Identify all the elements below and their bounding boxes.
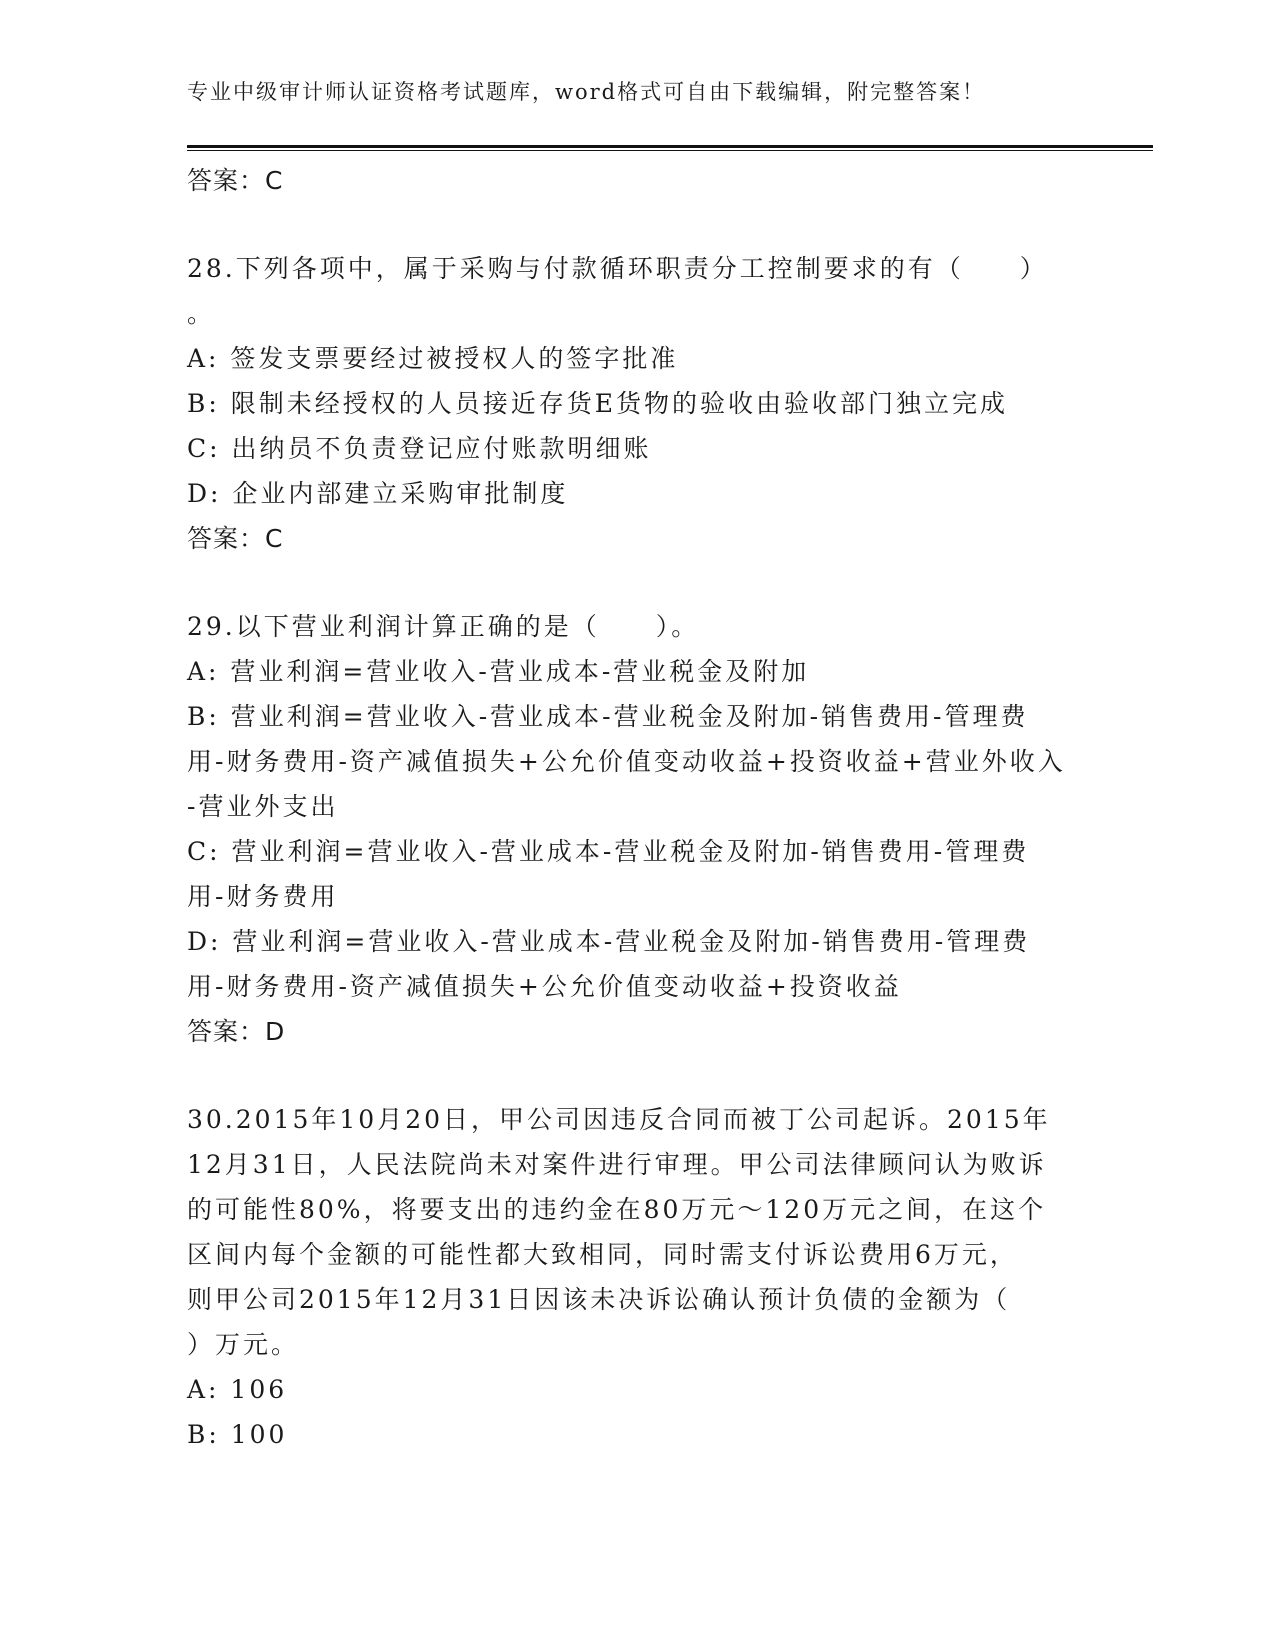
spacer	[187, 204, 1087, 246]
option-b-cont: 用-财务费用-资产减值损失+公允价值变动收益+投资收益+营业外收入	[187, 747, 1066, 776]
question-30	[187, 1097, 1087, 1457]
option-b: B: 100	[187, 1420, 288, 1449]
option-c: C: 营业利润=营业收入-营业成本-营业税金及附加-销售费用-管理费	[187, 837, 1030, 866]
answer-prev: 答案：C	[187, 166, 284, 195]
option-d: D: 营业利润=营业收入-营业成本-营业税金及附加-销售费用-管理费	[187, 927, 1031, 956]
question-stem-line: 30.2015年10月20日，甲公司因违反合同而被丁公司起诉。2015年	[187, 1105, 1051, 1134]
question-stem-line: 。	[187, 299, 216, 328]
question-stem-line: ）万元。	[187, 1330, 300, 1359]
option-b: B: 限制未经授权的人员接近存货E货物的验收由验收部门独立完成	[187, 389, 1008, 418]
option-b-cont: -营业外支出	[187, 792, 339, 821]
question-29	[187, 604, 1087, 1055]
option-c: C: 出纳员不负责登记应付账款明细账	[187, 434, 652, 463]
option-d-cont: 用-财务费用-资产减值损失+公允价值变动收益+投资收益	[187, 972, 902, 1001]
option-b: B: 营业利润=营业收入-营业成本-营业税金及附加-销售费用-管理费	[187, 702, 1029, 731]
answer-29: 答案：D	[187, 1017, 286, 1046]
option-a: A: 签发支票要经过被授权人的签字批准	[187, 344, 679, 373]
header-rule-thick	[187, 145, 1153, 148]
question-28	[187, 246, 1087, 562]
question-stem-line: 12月31日，人民法院尚未对案件进行审理。甲公司法律顾问认为败诉	[187, 1150, 1047, 1179]
question-stem-line: 29.以下营业利润计算正确的是（ ）。	[187, 612, 700, 641]
spacer	[187, 562, 1087, 604]
page-header: 专业中级审计师认证资格考试题库，word格式可自由下载编辑，附完整答案！	[187, 80, 986, 104]
document-body	[187, 158, 1087, 1457]
question-stem-line: 28.下列各项中，属于采购与付款循环职责分工控制要求的有（ ）	[187, 254, 1048, 283]
option-d: D: 企业内部建立采购审批制度	[187, 479, 569, 508]
option-a: A: 营业利润=营业收入-营业成本-营业税金及附加	[187, 657, 810, 686]
header-rule-thin	[187, 150, 1153, 151]
answer-28: 答案：C	[187, 524, 284, 553]
option-c-cont: 用-财务费用	[187, 882, 339, 911]
question-stem-line: 区间内每个金额的可能性都大致相同，同时需支付诉讼费用6万元，	[187, 1240, 1018, 1269]
question-stem-line: 的可能性80%，将要支出的违约金在80万元～120万元之间，在这个	[187, 1195, 1047, 1224]
spacer	[187, 1055, 1087, 1097]
option-a: A: 106	[187, 1375, 288, 1404]
question-stem-line: 则甲公司2015年12月31日因该未决诉讼确认预计负债的金额为（	[187, 1285, 1011, 1314]
